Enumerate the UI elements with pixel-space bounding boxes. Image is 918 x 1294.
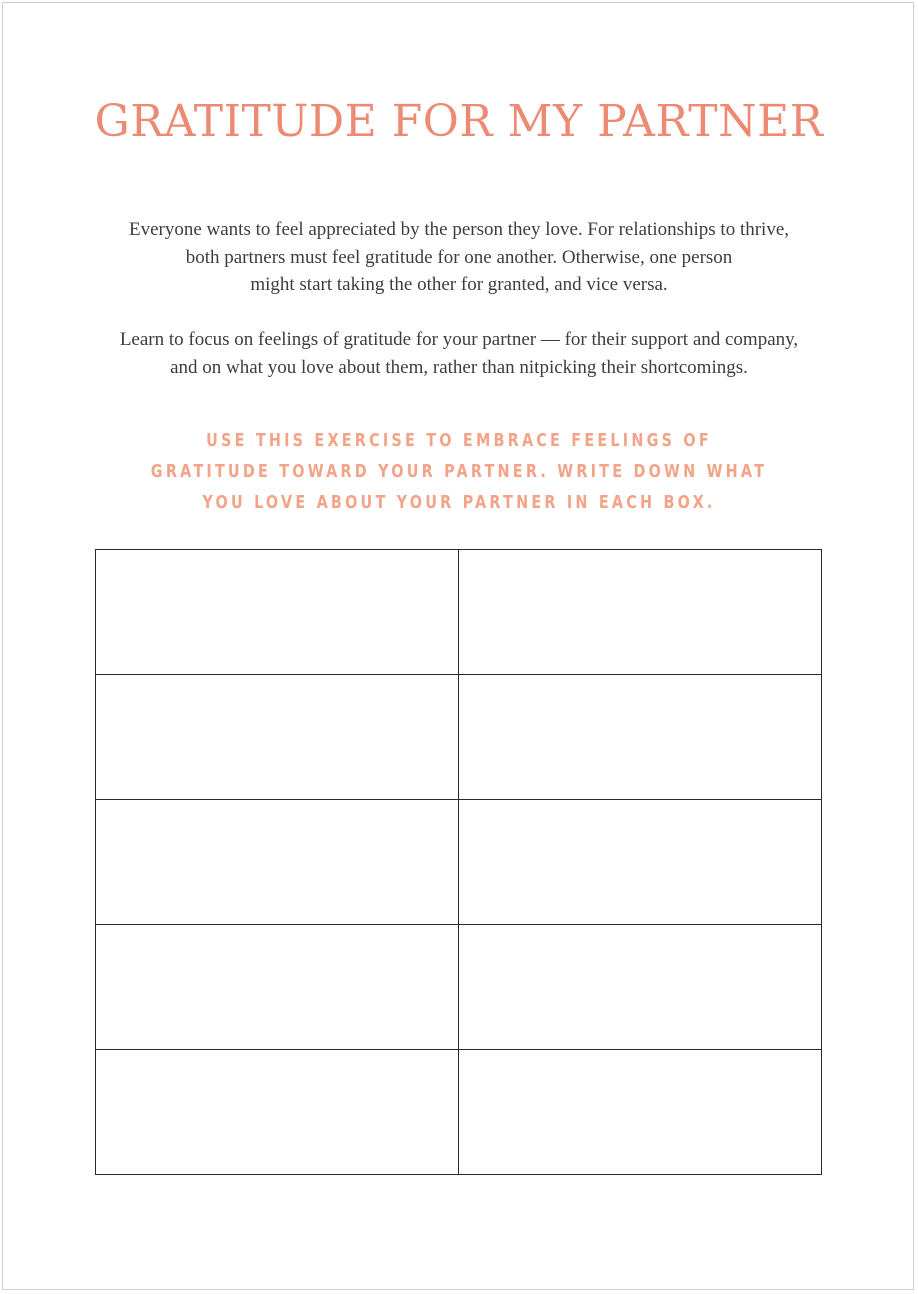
intro-paragraph-2 (40, 326, 878, 381)
intro-paragraph-1-line: Everyone wants to feel appreciated by the person they love. For relationships to thrive, (128, 219, 790, 240)
exercise-instruction-line: GRATITUDE TOWARD YOUR PARTNER. WRITE DOWN WHAT (150, 461, 768, 482)
intro-paragraph-2-line: Learn to focus on feelings of gratitude for your partner — for their support and company, (119, 329, 799, 350)
grid-row (96, 925, 822, 1050)
gratitude-grid (95, 549, 822, 1175)
exercise-instruction-line: YOU LOVE ABOUT YOUR PARTNER IN EACH BOX. (202, 492, 716, 513)
gratitude-box[interactable] (96, 550, 459, 675)
exercise-instruction-line: USE THIS EXERCISE TO EMBRACE FEELINGS OF (206, 430, 712, 451)
exercise-instruction (124, 425, 794, 518)
grid-row (96, 675, 822, 800)
gratitude-box[interactable] (459, 800, 822, 925)
intro-paragraph-1 (40, 216, 878, 299)
intro-paragraph-1-line: both partners must feel gratitude for one another. Otherwise, one person (185, 246, 733, 268)
intro-paragraph-1-line: might start taking the other for granted, and vice versa. (250, 274, 668, 295)
grid-row (96, 800, 822, 925)
gratitude-box[interactable] (96, 675, 459, 800)
gratitude-box[interactable] (96, 1050, 459, 1175)
gratitude-box[interactable] (459, 1050, 822, 1175)
gratitude-box[interactable] (459, 925, 822, 1050)
grid-row (96, 1050, 822, 1175)
gratitude-box[interactable] (459, 550, 822, 675)
intro-paragraph-2-line: and on what you love about them, rather than nitpicking their shortcomings. (170, 356, 748, 378)
gratitude-box[interactable] (459, 675, 822, 800)
gratitude-box[interactable] (96, 800, 459, 925)
page-title: GRATITUDE FOR MY PARTNER (94, 96, 824, 147)
grid-row (96, 550, 822, 675)
gratitude-box[interactable] (96, 925, 459, 1050)
